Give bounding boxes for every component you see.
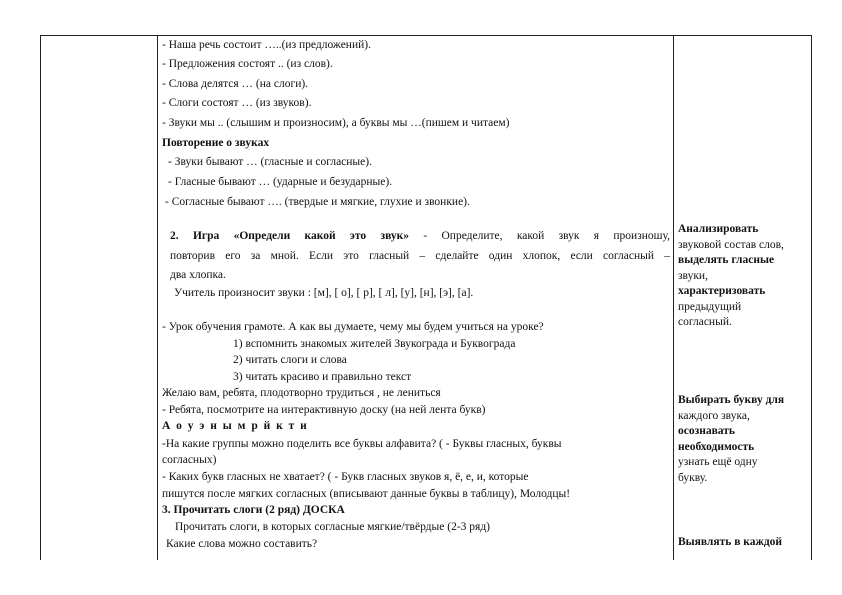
- missing-question: - Каких букв гласных не хватает? ( - Букв гласных звуков я, ё, е, и, которые: [162, 471, 529, 483]
- consonant-word: согласный.: [678, 316, 732, 328]
- letter-word: букву.: [678, 471, 708, 484]
- right-block-3: Выявлять в каждой: [678, 536, 783, 548]
- review-line: - Гласные бывают … (ударные и безударные).: [168, 176, 393, 188]
- game-sounds: Учитель произносит звуки : [м], [ о], [ р], [ л], [у], [н], [э], [а].: [174, 287, 474, 299]
- review-line: - Согласные бывают …. (твердые и мягкие, глухие и звонкие).: [165, 196, 470, 208]
- lesson-question: - Урок обучения грамоте. А как вы думаете, чему мы будем учиться на уроке?: [162, 321, 544, 333]
- game-title: 2. Игра «Определи какой это звук»: [170, 230, 410, 242]
- table-border-left: [40, 35, 41, 560]
- groups-answer: согласных): [162, 454, 217, 466]
- sentence-line: - Слоги состоят … (из звуков).: [162, 97, 312, 109]
- each-sound: каждого звука,: [678, 409, 750, 422]
- wish-line: Желаю вам, ребята, плодотворно трудиться , не лениться: [162, 387, 441, 399]
- sentence-line: - Предложения состоят .. (из слов).: [162, 58, 333, 70]
- task3-heading: 3. Прочитать слоги (2 ряд) ДОСКА: [162, 504, 345, 516]
- board-prompt: - Ребята, посмотрите на интерактивную доску (на ней лента букв): [162, 404, 486, 416]
- sentence-line: - Слова делятся … (на слоги).: [162, 78, 309, 90]
- necessity-word: необходимость: [678, 440, 755, 453]
- missing-answer: пишутся после мягких согласных (вписывают данные буквы в таблицу), Молодцы!: [162, 488, 571, 500]
- game-instruction: - Определите, какой звук я произношу,: [409, 230, 670, 242]
- task3-question: Какие слова можно составить?: [166, 538, 318, 550]
- table-divider-1: [157, 35, 158, 560]
- characterize-verb: характеризовать: [678, 285, 766, 297]
- learn-line: узнать ещё одну: [678, 456, 758, 468]
- review-line: - Звуки бывают … (гласные и согласные).: [168, 156, 372, 168]
- analyze-verb: Анализировать: [678, 223, 759, 235]
- sentence-line: - Звуки мы .. (слышим и произносим), а буквы мы …(пишем и читаем): [162, 117, 510, 129]
- game-line-3: два хлопка.: [170, 269, 226, 281]
- realize-verb: осознавать: [678, 425, 735, 437]
- goal-item: 2) читать слоги и слова: [233, 354, 347, 366]
- groups-question: -На какие группы можно поделить все буквы алфавита? ( - Буквы гласных, буквы: [162, 438, 562, 450]
- game-line-1: [170, 229, 670, 243]
- task3-instruction: Прочитать слоги, в которых согласные мягкие/твёрдые (2-3 ряд): [175, 521, 490, 533]
- letters-strip: А о у э н ы м р й к т и: [162, 420, 309, 432]
- table-border-right: [811, 35, 812, 560]
- review-heading: Повторение о звуках: [162, 137, 270, 149]
- sentence-line: - Наша речь состоит …..(из предложений).: [162, 39, 371, 51]
- right-block-1: [678, 222, 810, 331]
- goal-item: 3) читать красиво и правильно текст: [233, 371, 412, 383]
- sounds-word: звуки,: [678, 269, 708, 282]
- previous-word: предыдущий: [678, 300, 742, 313]
- game-line-2: повторив его за мной. Если это гласный – сделайте один хлопок, если согласный –: [170, 250, 670, 262]
- choose-verb: Выбирать букву для: [678, 394, 785, 406]
- right-block-2: [678, 393, 810, 486]
- table-border-top: [40, 35, 812, 36]
- sound-composition: звуковой состав слов,: [678, 238, 784, 251]
- highlight-verb: выделять гласные: [678, 254, 775, 266]
- table-divider-2: [673, 35, 674, 560]
- goal-item: 1) вспомнить знакомых жителей Звукограда и Буквограда: [233, 338, 516, 350]
